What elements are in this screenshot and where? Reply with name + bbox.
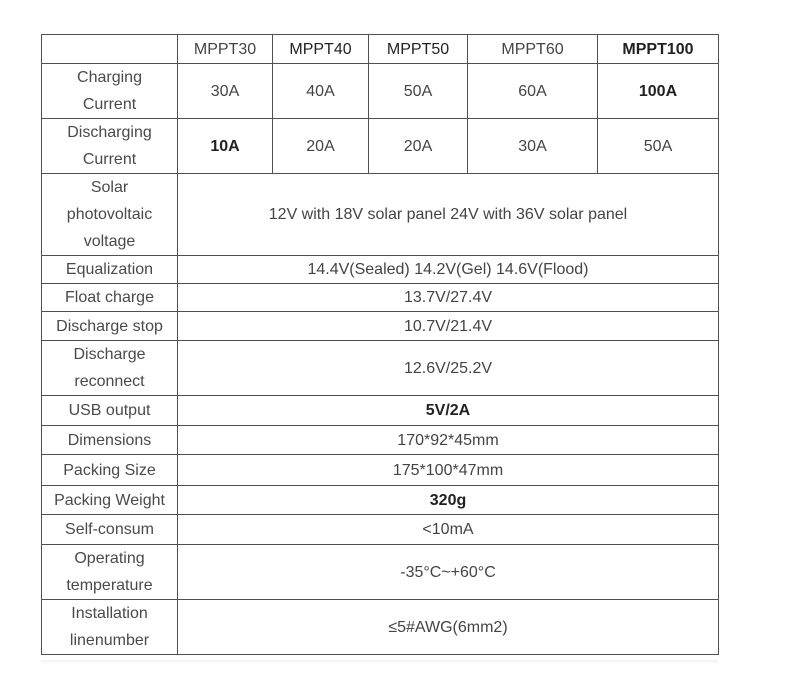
row-operating-temperature <box>42 545 719 600</box>
self-consum-value: <10mA <box>178 515 719 545</box>
bottom-shadow <box>41 660 718 664</box>
discharging-current-mppt100: 50A <box>598 119 719 174</box>
row-discharge-stop <box>42 312 719 341</box>
discharge-stop-value: 10.7V/21.4V <box>178 312 719 341</box>
packing-size-value: 175*100*47mm <box>178 455 719 486</box>
label-line: reconnect <box>74 373 145 390</box>
charging-current-mppt40: 40A <box>273 64 369 119</box>
usb-output-value: 5V/2A <box>178 396 719 426</box>
row-packing-size <box>42 455 719 486</box>
label-line: linenumber <box>69 632 150 649</box>
discharging-current-mppt40: 20A <box>273 119 369 174</box>
equalization-value: 14.4V(Sealed) 14.2V(Gel) 14.6V(Flood) <box>178 256 719 284</box>
label-line: Discharging <box>67 124 152 141</box>
corner-cell <box>42 35 178 64</box>
row-self-consum <box>42 515 719 545</box>
charging-current-mppt30: 30A <box>178 64 273 119</box>
row-discharging-current <box>42 119 719 174</box>
discharging-current-mppt50: 20A <box>369 119 468 174</box>
spec-table <box>41 34 719 655</box>
label-usb-output: USB output <box>42 396 178 426</box>
row-dimensions <box>42 426 719 455</box>
label-line: temperature <box>66 577 153 594</box>
row-usb-output <box>42 396 719 426</box>
row-solar-voltage <box>42 174 719 256</box>
discharge-reconnect-value: 12.6V/25.2V <box>178 341 719 396</box>
label-dimensions: Dimensions <box>42 426 178 455</box>
label-line: Current <box>82 96 137 113</box>
row-discharge-reconnect <box>42 341 719 396</box>
row-float-charge <box>42 284 719 312</box>
label-charging-current <box>42 64 178 119</box>
float-charge-value: 13.7V/27.4V <box>178 284 719 312</box>
model-mppt40: MPPT40 <box>273 35 369 64</box>
operating-temperature-value: -35°C~+60°C <box>178 545 719 600</box>
charging-current-mppt100: 100A <box>598 64 719 119</box>
label-discharging-current <box>42 119 178 174</box>
packing-weight-value: 320g <box>178 486 719 515</box>
label-packing-size: Packing Size <box>42 455 178 486</box>
label-line: voltage <box>83 233 136 250</box>
header-row <box>42 35 719 64</box>
label-float-charge: Float charge <box>42 284 178 312</box>
label-line: Solar <box>90 179 129 196</box>
discharging-current-mppt30: 10A <box>178 119 273 174</box>
label-solar-voltage <box>42 174 178 256</box>
model-mppt30: MPPT30 <box>178 35 273 64</box>
label-discharge-reconnect <box>42 341 178 396</box>
label-operating-temperature <box>42 545 178 600</box>
label-line: photovoltaic <box>66 206 153 223</box>
label-equalization: Equalization <box>42 256 178 284</box>
label-installation-linenumber <box>42 600 178 655</box>
discharging-current-mppt60: 30A <box>468 119 598 174</box>
label-self-consum: Self-consum <box>42 515 178 545</box>
dimensions-value: 170*92*45mm <box>178 426 719 455</box>
solar-voltage-value: 12V with 18V solar panel 24V with 36V solar panel <box>178 174 719 256</box>
model-mppt100: MPPT100 <box>598 35 719 64</box>
label-line: Operating <box>74 550 145 567</box>
charging-current-mppt60: 60A <box>468 64 598 119</box>
label-discharge-stop: Discharge stop <box>42 312 178 341</box>
label-line: Installation <box>71 605 148 622</box>
installation-linenumber-value: ≤5#AWG(6mm2) <box>178 600 719 655</box>
charging-current-mppt50: 50A <box>369 64 468 119</box>
label-line: Current <box>82 151 137 168</box>
row-equalization <box>42 256 719 284</box>
label-packing-weight: Packing Weight <box>42 486 178 515</box>
row-packing-weight <box>42 486 719 515</box>
label-line: Charging <box>77 69 142 86</box>
model-mppt60: MPPT60 <box>468 35 598 64</box>
row-installation-linenumber <box>42 600 719 655</box>
model-mppt50: MPPT50 <box>369 35 468 64</box>
row-charging-current <box>42 64 719 119</box>
label-line: Discharge <box>73 346 146 363</box>
